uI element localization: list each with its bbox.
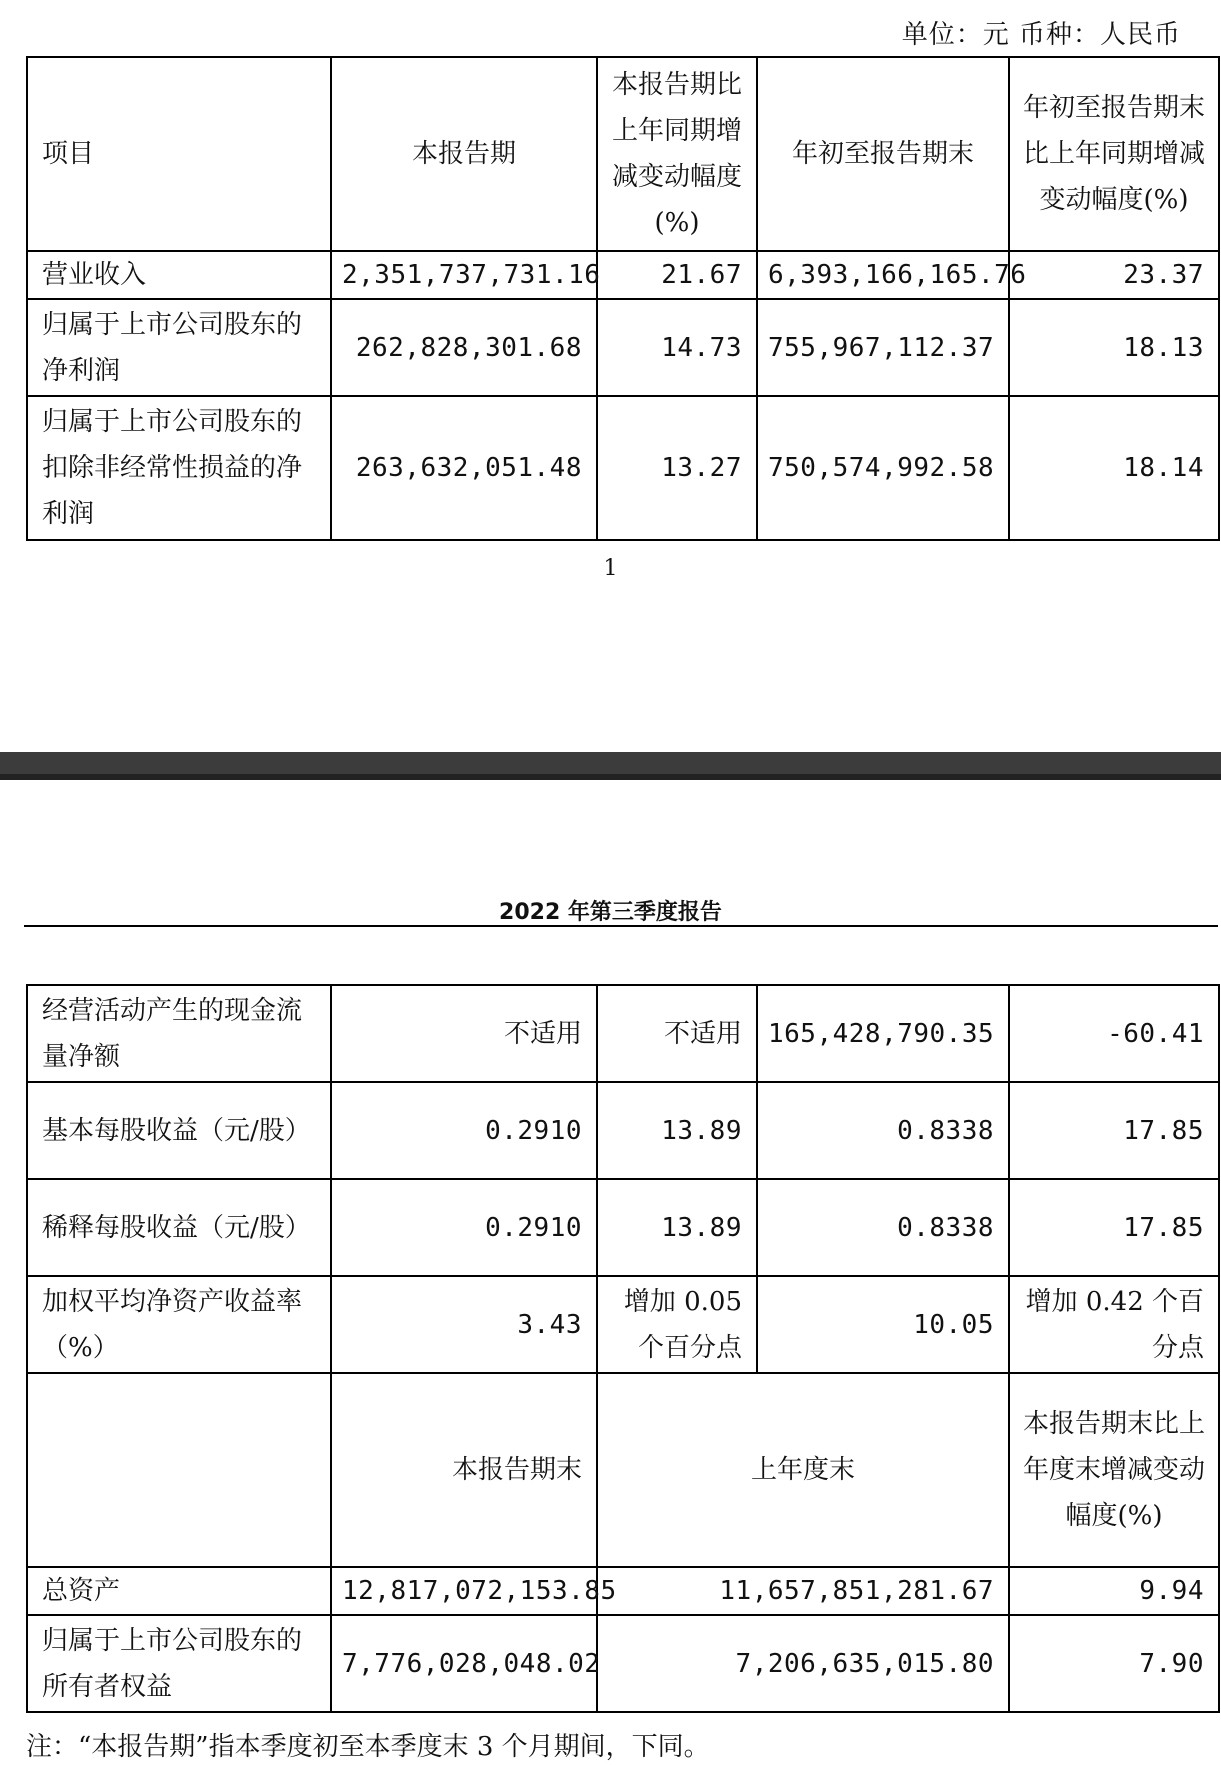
row-ytd: 6,393,166,165.76 <box>757 251 1009 299</box>
table-row <box>27 1615 1219 1712</box>
row-ytd-yoy: 17.85 <box>1009 1179 1219 1276</box>
table-row <box>27 299 1219 396</box>
financial-table-part1 <box>26 56 1220 541</box>
row-current-yoy: 13.27 <box>597 396 757 540</box>
row-ytd: 0.8338 <box>757 1179 1009 1276</box>
table-row <box>27 251 1219 299</box>
unit-currency-line: 单位：元 币种：人民币 <box>901 20 1181 50</box>
row-ytd-yoy: 23.37 <box>1009 251 1219 299</box>
row-current: 0.2910 <box>331 1179 597 1276</box>
row-ytd-yoy: 18.14 <box>1009 396 1219 540</box>
balance-header-prior-year-end: 上年度末 <box>597 1373 1009 1567</box>
row-item: 归属于上市公司股东的净利润 <box>27 299 331 396</box>
row-current: 3.43 <box>331 1276 597 1373</box>
footnote: 注：“本报告期”指本季度初至本季度末 3 个月期间，下同。 <box>26 1732 710 1762</box>
table-row <box>27 396 1219 540</box>
balance-header-change: 本报告期末比上年度末增减变动幅度(%) <box>1009 1373 1219 1567</box>
row-current: 2,351,737,731.16 <box>331 251 597 299</box>
row-current-yoy: 21.67 <box>597 251 757 299</box>
header-ytd: 年初至报告期末 <box>757 57 1009 251</box>
table-row <box>27 985 1219 1082</box>
row-current-yoy: 13.89 <box>597 1082 757 1179</box>
row-ytd: 0.8338 <box>757 1082 1009 1179</box>
row-item: 经营活动产生的现金流量净额 <box>27 985 331 1082</box>
row-current: 262,828,301.68 <box>331 299 597 396</box>
header-current-yoy: 本报告期比上年同期增减变动幅度(%) <box>597 57 757 251</box>
balance-header-period-end: 本报告期末 <box>331 1373 597 1567</box>
row-prior-year-end: 7,206,635,015.80 <box>597 1615 1009 1712</box>
row-current-yoy: 增加 0.05 个百分点 <box>597 1276 757 1373</box>
row-item: 加权平均净资产收益率（%） <box>27 1276 331 1373</box>
row-ytd: 755,967,112.37 <box>757 299 1009 396</box>
row-ytd-yoy: 增加 0.42 个百分点 <box>1009 1276 1219 1373</box>
row-period-end: 7,776,028,048.02 <box>331 1615 597 1712</box>
row-current: 263,632,051.48 <box>331 396 597 540</box>
financial-table-part2 <box>26 984 1220 1713</box>
page-divider-bar <box>0 752 1221 780</box>
row-item: 基本每股收益（元/股） <box>27 1082 331 1179</box>
row-current: 不适用 <box>331 985 597 1082</box>
row-period-end: 12,817,072,153.85 <box>331 1567 597 1615</box>
row-change: 9.94 <box>1009 1567 1219 1615</box>
table-row <box>27 1179 1219 1276</box>
row-ytd-yoy: 17.85 <box>1009 1082 1219 1179</box>
table-row <box>27 1567 1219 1615</box>
row-ytd: 750,574,992.58 <box>757 396 1009 540</box>
balance-header-row <box>27 1373 1219 1567</box>
table-row <box>27 1276 1219 1373</box>
row-item: 营业收入 <box>27 251 331 299</box>
row-ytd-yoy: -60.41 <box>1009 985 1219 1082</box>
row-current-yoy: 14.73 <box>597 299 757 396</box>
row-current: 0.2910 <box>331 1082 597 1179</box>
row-current-yoy: 13.89 <box>597 1179 757 1276</box>
table-row <box>27 1082 1219 1179</box>
row-prior-year-end: 11,657,851,281.67 <box>597 1567 1009 1615</box>
row-item: 稀释每股收益（元/股） <box>27 1179 331 1276</box>
row-ytd: 165,428,790.35 <box>757 985 1009 1082</box>
row-item: 归属于上市公司股东的所有者权益 <box>27 1615 331 1712</box>
row-change: 7.90 <box>1009 1615 1219 1712</box>
row-item: 归属于上市公司股东的扣除非经常性损益的净利润 <box>27 396 331 540</box>
row-item: 总资产 <box>27 1567 331 1615</box>
row-current-yoy: 不适用 <box>597 985 757 1082</box>
header-current-period: 本报告期 <box>331 57 597 251</box>
row-ytd-yoy: 18.13 <box>1009 299 1219 396</box>
title-rule <box>24 925 1218 927</box>
balance-header-item <box>27 1373 331 1567</box>
table-header-row <box>27 57 1219 251</box>
header-ytd-yoy: 年初至报告期末比上年同期增减变动幅度(%) <box>1009 57 1219 251</box>
row-ytd: 10.05 <box>757 1276 1009 1373</box>
header-item: 项目 <box>27 57 331 251</box>
page-number: 1 <box>603 556 618 581</box>
report-title: 2022 年第三季度报告 <box>499 900 722 925</box>
